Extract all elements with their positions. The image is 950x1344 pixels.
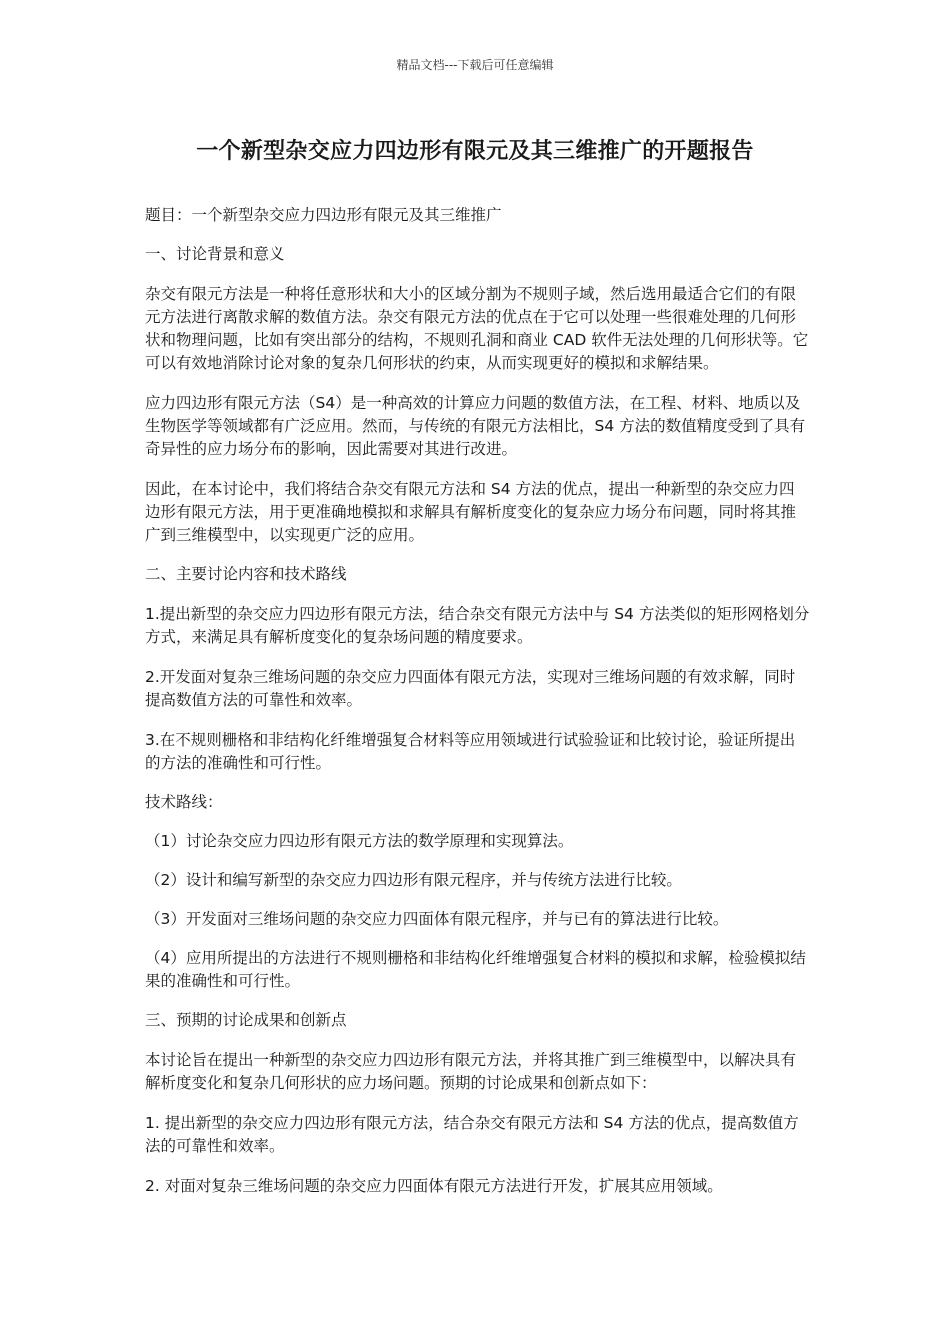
paragraph-s4: 应力四边形有限元方法（S4）是一种高效的计算应力问题的数值方法，在工程、材料、地质以及生物医学等领域都有广泛应用。然而，与传统的有限元方法相比，S4 方法的数值精度受到了具有奇异性的应力场分布的影响，因此需要对其进行改进。 [145, 394, 806, 458]
tech-route-step-4: （4）应用所提出的方法进行不规则栅格和非结构化纤维增强复合材料的模拟和求解，检验模拟结果的准确性和可行性。 [145, 949, 806, 990]
page-header: 精品文档---下载后可任意编辑 [396, 58, 554, 72]
document-title: 一个新型杂交应力四边形有限元及其三维推广的开题报告 [196, 139, 754, 164]
paragraph-expected: 本讨论旨在提出一种新型的杂交应力四边形有限元方法，并将其推广到三维模型中，以解决具有解析度变化和复杂几何形状的应力场问题。预期的讨论成果和创新点如下： [145, 1051, 797, 1092]
topic-line: 题目：一个新型杂交应力四边形有限元及其三维推广 [145, 206, 502, 224]
content-item-2: 2.开发面对复杂三维场问题的杂交应力四面体有限元方法，实现对三维场问题的有效求解，同时提高数值方法的可靠性和效率。 [145, 668, 796, 709]
tech-route-step-1: （1）讨论杂交应力四边形有限元方法的数学原理和实现算法。 [145, 832, 574, 850]
section-heading-3: 三、预期的讨论成果和创新点 [145, 1011, 347, 1029]
content-item-1: 1.提出新型的杂交应力四边形有限元方法，结合杂交有限元方法中与 S4 方法类似的矩形网格划分方式，来满足具有解析度变化的复杂场问题的精度要求。 [145, 605, 810, 646]
document-body [145, 204, 810, 1198]
content-item-3: 3.在不规则栅格和非结构化纤维增强复合材料等应用领域进行试验验证和比较讨论，验证所提出的方法的准确性和可行性。 [145, 731, 796, 772]
paragraph-background: 杂交有限元方法是一种将任意形状和大小的区域分割为不规则子域，然后选用最适合它们的有限元方法进行离散求解的数值方法。杂交有限元方法的优点在于它可以处理一些很难处理的几何形状和物理问题，比如有突出部分的结构，不规则孔洞和商业 CAD 软件无法处理的几何形状等。它可以有效地消除讨论对象的复杂几何形状的约束，从而实现更好的模拟和求解结果。 [145, 285, 809, 372]
tech-route-step-2: （2）设计和编写新型的杂交应力四边形有限元程序，并与传统方法进行比较。 [145, 871, 682, 889]
section-heading-2: 二、主要讨论内容和技术路线 [145, 565, 347, 583]
section-heading-1: 一、讨论背景和意义 [145, 245, 285, 263]
paragraph-therefore: 因此，在本讨论中，我们将结合杂交有限元方法和 S4 方法的优点，提出一种新型的杂交应力四边形有限元方法，用于更准确地模拟和求解具有解析度变化的复杂应力场分布问题，同时将其推广到三维模型中，以实现更广泛的应用。 [145, 480, 797, 544]
innovation-item-1: 1. 提出新型的杂交应力四边形有限元方法，结合杂交有限元方法和 S4 方法的优点，提高数值方法的可靠性和效率。 [145, 1114, 799, 1155]
tech-route-step-3: （3）开发面对三维场问题的杂交应力四面体有限元程序，并与已有的算法进行比较。 [145, 910, 729, 928]
tech-route-heading: 技术路线： [145, 793, 223, 811]
innovation-item-2: 2. 对面对复杂三维场问题的杂交应力四面体有限元方法进行开发，扩展其应用领域。 [145, 1177, 723, 1195]
